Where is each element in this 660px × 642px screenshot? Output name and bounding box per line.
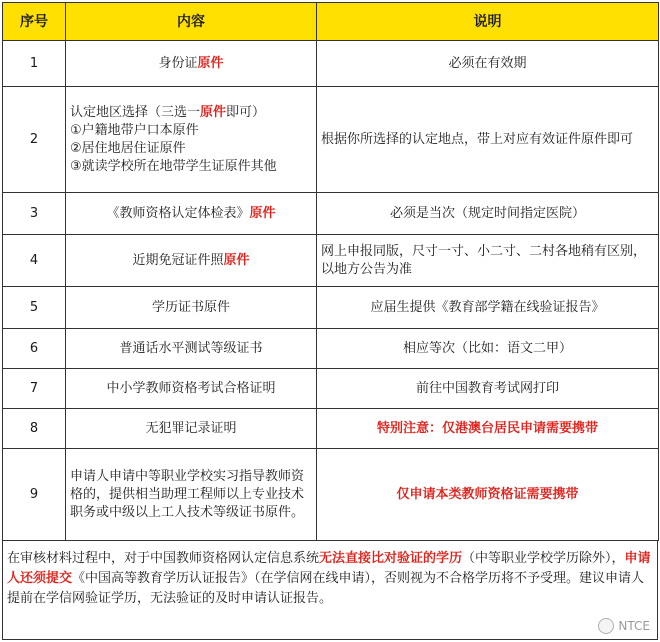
- row-content: [66, 193, 317, 235]
- watermark: [598, 618, 650, 634]
- table-row: [3, 449, 659, 541]
- content-text: 即可）: [226, 104, 266, 120]
- row-content: [66, 41, 317, 87]
- row-index: 7: [3, 369, 66, 409]
- row-index: 2: [3, 87, 66, 193]
- content-line: ②居住地居住证原件: [70, 140, 186, 156]
- header-note: 说明: [317, 3, 659, 41]
- table-row: [3, 287, 659, 329]
- row-note: 网上申报同版，尺寸一寸、小二寸、二村各地稍有区别，以地方公告为准: [317, 235, 659, 287]
- row-note: 根据你所选择的认定地点，带上对应有效证件原件即可: [317, 87, 659, 193]
- row-content: 申请人申请中等职业学校实习指导教师资格的，提供相当助理工程师以上专业技术职务或中级以上工人技术等级证书原件。: [66, 449, 317, 541]
- row-note: 应届生提供《教育部学籍在线验证报告》: [317, 287, 659, 329]
- row-note: 必须在有效期: [317, 41, 659, 87]
- row-content: 学历证书原件: [66, 287, 317, 329]
- footnote-highlight: 申请人还须提交: [7, 551, 651, 586]
- row-content: 普通话水平测试等级证书: [66, 329, 317, 369]
- row-note: 仅申请本类教师资格证需要携带: [317, 449, 659, 541]
- row-note: 相应等次（比如：语文二甲）: [317, 329, 659, 369]
- row-content: [66, 87, 317, 193]
- row-index: 5: [3, 287, 66, 329]
- row-index: 3: [3, 193, 66, 235]
- wechat-circle-icon: [598, 618, 614, 634]
- row-index: 4: [3, 235, 66, 287]
- content-line: ③就读学校所在地带学生证原件其他: [70, 158, 277, 174]
- row-index: 9: [3, 449, 66, 541]
- content-original-tag: 原件: [223, 252, 250, 268]
- content-line: [70, 104, 312, 122]
- footnote: [2, 541, 658, 640]
- footnote-text: （中等职业学校学历除外），: [462, 551, 625, 566]
- table-header-row: [3, 3, 659, 41]
- footnote-text: 《中国高等教育学历认证报告》（在学信网在线申请），否则视为不合格学历将不予受理。建议申请人提前在学信网验证学历，无法验证的及时申请认证报告。: [7, 571, 645, 606]
- row-note: 必须是当次（规定时间指定医院）: [317, 193, 659, 235]
- table-row: [3, 41, 659, 87]
- requirements-table: [2, 2, 659, 541]
- content-original-tag: 原件: [249, 205, 276, 221]
- table-row: [3, 369, 659, 409]
- table-row: [3, 235, 659, 287]
- watermark-text: NTCE: [618, 619, 650, 633]
- content-text: 认定地区选择（三选一: [70, 104, 201, 120]
- row-note: 前往中国教育考试网打印: [317, 369, 659, 409]
- table-row: [3, 193, 659, 235]
- row-content: 无犯罪记录证明: [66, 409, 317, 449]
- row-index: 1: [3, 41, 66, 87]
- row-index: 6: [3, 329, 66, 369]
- footnote-highlight: 无法直接比对验证的学历: [319, 551, 463, 566]
- header-content: 内容: [66, 3, 317, 41]
- footnote-text: 在审核材料过程中，对于中国教师资格网认定信息系统: [7, 551, 320, 566]
- row-note: 特别注意：仅港澳台居民申请需要携带: [317, 409, 659, 449]
- content-original-tag: 原件: [200, 104, 227, 120]
- table-row: [3, 409, 659, 449]
- content-text: 《教师资格认定体检表》: [106, 205, 250, 221]
- row-index: 8: [3, 409, 66, 449]
- table-row: [3, 329, 659, 369]
- content-original-tag: 原件: [197, 55, 224, 71]
- content-text: 近期免冠证件照: [132, 252, 224, 268]
- content-text: 身份证: [158, 55, 198, 71]
- row-content: [66, 235, 317, 287]
- header-index: 序号: [3, 3, 66, 41]
- content-line: ①户籍地带户口本原件: [70, 122, 199, 138]
- row-content: 中小学教师资格考试合格证明: [66, 369, 317, 409]
- table-row: [3, 87, 659, 193]
